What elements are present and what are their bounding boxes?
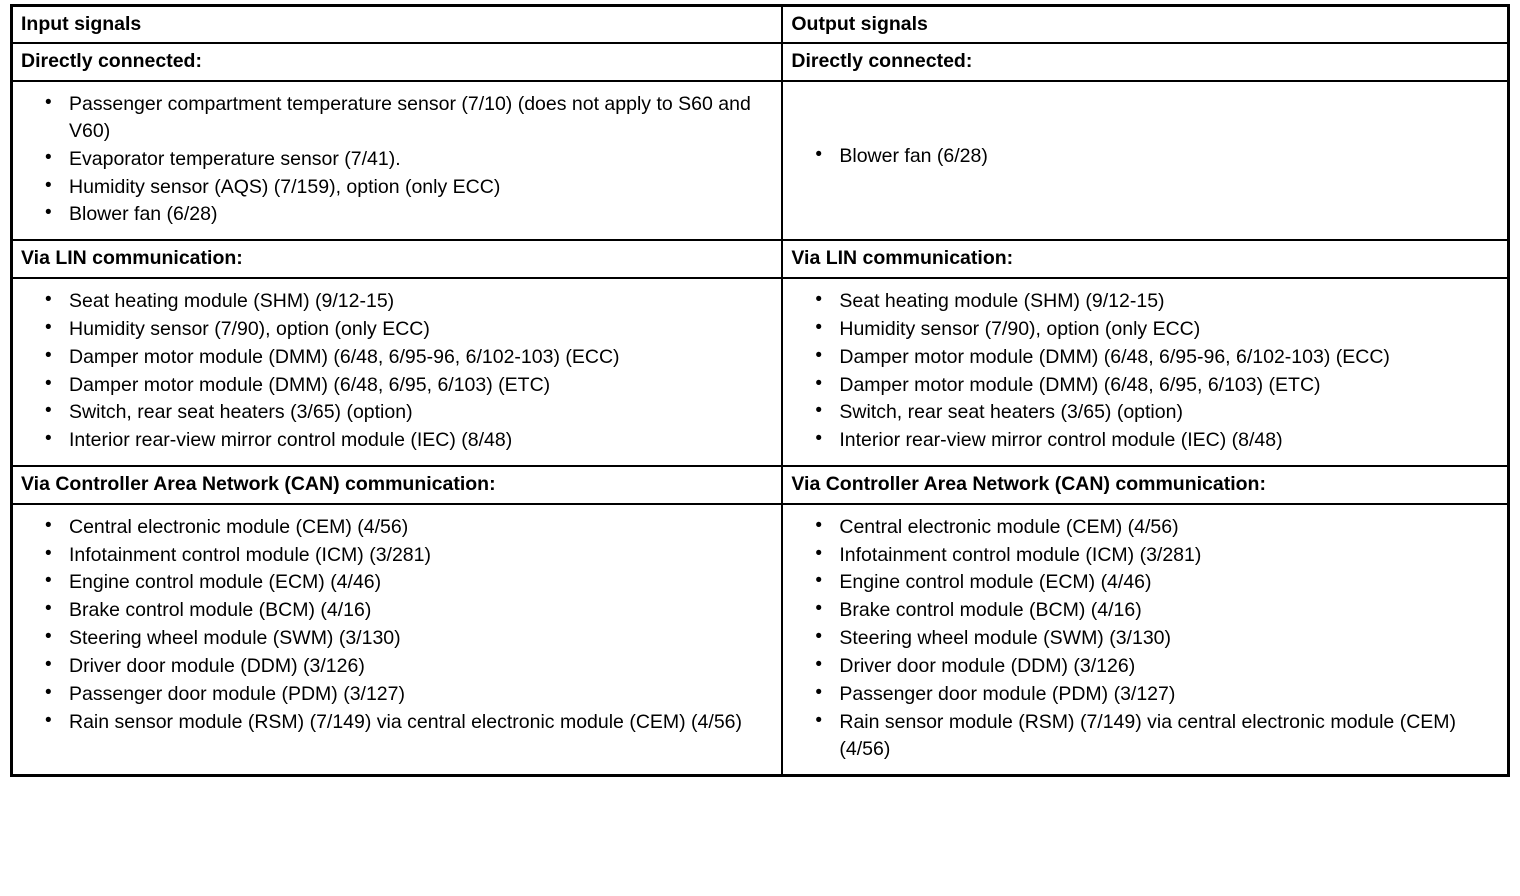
list-item	[23, 372, 771, 399]
list-item-label: Damper motor module (DMM) (6/48, 6/95, 6/103) (ETC)	[839, 373, 1321, 396]
list-item-label: Infotainment control module (ICM) (3/281)	[839, 543, 1202, 566]
list-directly-connected-input	[13, 82, 781, 240]
can-input-items-cell	[12, 504, 783, 776]
list-item	[793, 709, 1497, 763]
list-item-label: Damper motor module (DMM) (6/48, 6/95-96, 6/102-103) (ECC)	[839, 345, 1390, 368]
list-item-label: Switch, rear seat heaters (3/65) (option)	[839, 401, 1183, 424]
list-lin-input	[13, 279, 781, 465]
list-item	[23, 427, 771, 454]
list-item-label: Engine control module (ECM) (4/46)	[69, 571, 382, 594]
signals-table-sheet	[10, 4, 1510, 777]
directly-connected-output-items-wrapper	[783, 82, 1507, 232]
input-signals-header-cell	[12, 6, 783, 44]
directly-connected-input-items-cell	[12, 81, 783, 241]
list-item	[23, 146, 771, 173]
directly-connected-heading-right-cell	[782, 43, 1508, 80]
list-item	[793, 344, 1497, 371]
list-item-label: Blower fan (6/28)	[69, 203, 218, 226]
list-item-label: Humidity sensor (AQS) (7/159), option (only ECC)	[69, 175, 501, 198]
list-directly-connected-output	[783, 143, 1507, 171]
directly-connected-heading-left-cell	[12, 43, 783, 80]
list-item	[23, 174, 771, 201]
list-item-label: Brake control module (BCM) (4/16)	[69, 599, 372, 622]
section-heading-lin-input: Via LIN communication:	[21, 247, 243, 270]
list-item	[23, 514, 771, 541]
section-heading-directly-connected-input: Directly connected:	[21, 50, 202, 73]
list-item	[23, 681, 771, 708]
list-item-label: Passenger door module (PDM) (3/127)	[69, 683, 405, 706]
list-item	[793, 681, 1497, 708]
table-row-lin-items	[12, 278, 1509, 466]
list-item-label: Rain sensor module (RSM) (7/149) via central electronic module (CEM) (4/56)	[69, 711, 742, 733]
list-can-input	[13, 505, 781, 747]
list-item-label: Driver door module (DDM) (3/126)	[839, 655, 1136, 678]
table-row-column-headers	[12, 6, 1509, 44]
table-row-directly-connected-items	[12, 81, 1509, 241]
list-item	[23, 653, 771, 680]
list-item-label: Interior rear-view mirror control module (IEC) (8/48)	[69, 429, 513, 452]
list-item	[23, 91, 771, 145]
section-heading-can-output: Via Controller Area Network (CAN) communication:	[791, 473, 1266, 496]
lin-input-items-cell	[12, 278, 783, 466]
list-item	[793, 316, 1497, 343]
can-heading-right-cell	[782, 466, 1508, 503]
list-item-label: Evaporator temperature sensor (7/41).	[69, 147, 401, 170]
list-item-label: Steering wheel module (SWM) (3/130)	[69, 627, 401, 650]
list-item	[793, 427, 1497, 454]
list-item-label: Seat heating module (SHM) (9/12-15)	[69, 289, 395, 312]
list-item-label: Passenger compartment temperature sensor (7/10) (does not apply to S60 and V60)	[69, 92, 751, 142]
section-heading-lin-output: Via LIN communication:	[791, 247, 1014, 270]
list-item	[793, 288, 1497, 315]
list-item-label: Central electronic module (CEM) (4/56)	[69, 515, 409, 538]
list-item	[23, 316, 771, 343]
input-signals-title: Input signals	[21, 13, 142, 35]
output-signals-title: Output signals	[791, 13, 928, 35]
list-item-label: Switch, rear seat heaters (3/65) (option)	[69, 401, 413, 424]
list-item-label: Damper motor module (DMM) (6/48, 6/95-96, 6/102-103) (ECC)	[69, 345, 620, 368]
list-item-label: Central electronic module (CEM) (4/56)	[839, 515, 1179, 538]
lin-heading-right-cell	[782, 240, 1508, 277]
list-item	[793, 399, 1497, 426]
section-heading-directly-connected-output: Directly connected:	[791, 50, 973, 73]
lin-heading-left-cell	[12, 240, 783, 277]
table-row-can-items	[12, 504, 1509, 776]
list-item	[23, 399, 771, 426]
list-item-label: Driver door module (DDM) (3/126)	[69, 655, 365, 678]
list-item-label: Steering wheel module (SWM) (3/130)	[839, 627, 1172, 650]
list-item	[793, 625, 1497, 652]
list-item-label: Brake control module (BCM) (4/16)	[839, 599, 1142, 622]
list-item-label: Humidity sensor (7/90), option (only ECC)	[839, 317, 1201, 340]
table-row-directly-connected-heading	[12, 43, 1509, 80]
list-item	[23, 597, 771, 624]
list-item-label: Blower fan (6/28)	[839, 144, 988, 167]
list-item	[793, 653, 1497, 680]
signals-table	[10, 4, 1510, 777]
list-item	[23, 569, 771, 596]
list-item	[793, 514, 1497, 541]
list-item	[23, 201, 771, 228]
list-item	[793, 569, 1497, 596]
list-item-label: Engine control module (ECM) (4/46)	[839, 571, 1152, 594]
list-item	[793, 597, 1497, 624]
list-item	[23, 344, 771, 371]
table-row-lin-heading	[12, 240, 1509, 277]
list-item	[23, 709, 771, 736]
list-item	[793, 372, 1497, 399]
list-can-output	[783, 505, 1507, 774]
section-heading-can-input: Via Controller Area Network (CAN) communication:	[21, 473, 496, 496]
output-signals-header-cell	[782, 6, 1508, 44]
list-item-label: Humidity sensor (7/90), option (only ECC)	[69, 317, 430, 340]
list-item	[23, 288, 771, 315]
list-lin-output	[783, 279, 1507, 465]
list-item	[23, 542, 771, 569]
list-item-label: Seat heating module (SHM) (9/12-15)	[839, 289, 1165, 312]
list-item	[793, 143, 1497, 170]
list-item-label: Interior rear-view mirror control module (IEC) (8/48)	[839, 429, 1283, 452]
list-item-label: Infotainment control module (ICM) (3/281)	[69, 543, 431, 566]
can-output-items-cell	[782, 504, 1508, 776]
lin-output-items-cell	[782, 278, 1508, 466]
list-item	[23, 625, 771, 652]
list-item-label: Damper motor module (DMM) (6/48, 6/95, 6/103) (ETC)	[69, 373, 551, 396]
directly-connected-output-items-cell	[782, 81, 1508, 241]
can-heading-left-cell	[12, 466, 783, 503]
list-item-label: Rain sensor module (RSM) (7/149) via central electronic module (CEM) (4/56)	[839, 711, 1457, 760]
table-row-can-heading	[12, 466, 1509, 503]
list-item-label: Passenger door module (PDM) (3/127)	[839, 683, 1176, 706]
list-item	[793, 542, 1497, 569]
